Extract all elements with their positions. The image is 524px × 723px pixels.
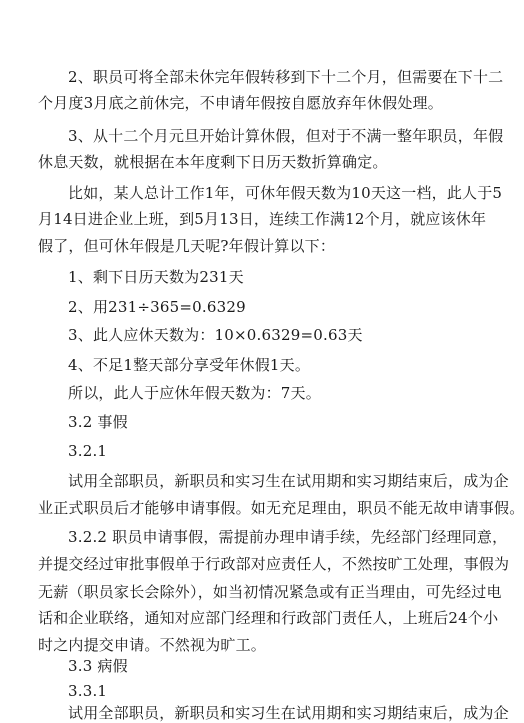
paragraph-line: 2、职员可将全部未休完年假转移到下十二个月，但需要在下十二 <box>68 68 504 86</box>
paragraph-line: 业正式职员后才能够申请事假。如无充足理由，职员不能无故申请事假。 <box>38 499 524 517</box>
paragraph-line: 话和企业联络，通知对应部门经理和行政部门责任人，上班后24个小 <box>38 609 499 627</box>
paragraph-line: 休息天数，就根据在本年度剩下日历天数折算确定。 <box>38 153 388 171</box>
subsection-heading: 3.2.1 <box>68 442 108 460</box>
paragraph-line: 比如，某人总计工作1年，可休年假天数为10天这一档，此人于5 <box>68 184 503 202</box>
paragraph-line: 3、从十二个月元旦开始计算休假，但对于不满一整年职员，年假 <box>68 127 504 145</box>
paragraph-line: 无薪（职员家长会除外），如当初情况紧急或有正当理由，可先经过电 <box>38 583 502 601</box>
paragraph-line: 假了，但可休年假是几天呢?年假计算以下： <box>38 237 336 255</box>
paragraph-line: 个月度3月底之前休完，不申请年假按自愿放弃年休假处理。 <box>38 94 443 112</box>
paragraph-line: 试用全部职员，新职员和实习生在试用期和实习期结束后，成为企 <box>68 472 509 490</box>
paragraph-line: 所以，此人于应休年假天数为：7天。 <box>68 384 321 402</box>
paragraph-line: 试用全部职员，新职员和实习生在试用期和实习期结束后，成为企 <box>68 704 509 722</box>
paragraph-line: 月14日进企业上班，到5月13日，连续工作满12个月，就应该休年 <box>38 210 487 228</box>
section-heading: 3.2 事假 <box>68 413 128 431</box>
list-item: 1、剩下日历天数为231天 <box>68 268 244 286</box>
list-item: 4、不足1整天部分享受年休假1天。 <box>68 356 311 374</box>
paragraph-line: 时之内提交申请。不然视为旷工。 <box>38 636 267 654</box>
subsection-heading: 3.3.1 <box>68 682 108 700</box>
section-heading: 3.3 病假 <box>68 657 128 675</box>
list-item: 3、此人应休天数为：10×0.6329=0.63天 <box>68 326 363 344</box>
list-item: 2、用231÷365=0.6329 <box>68 298 246 316</box>
paragraph-line: 并提交经过审批事假单于行政部对应责任人，不然按旷工处理，事假为 <box>38 555 510 573</box>
paragraph-line: 3.2.2 职员申请事假，需提前办理申请手续，先经部门经理同意， <box>68 528 508 546</box>
